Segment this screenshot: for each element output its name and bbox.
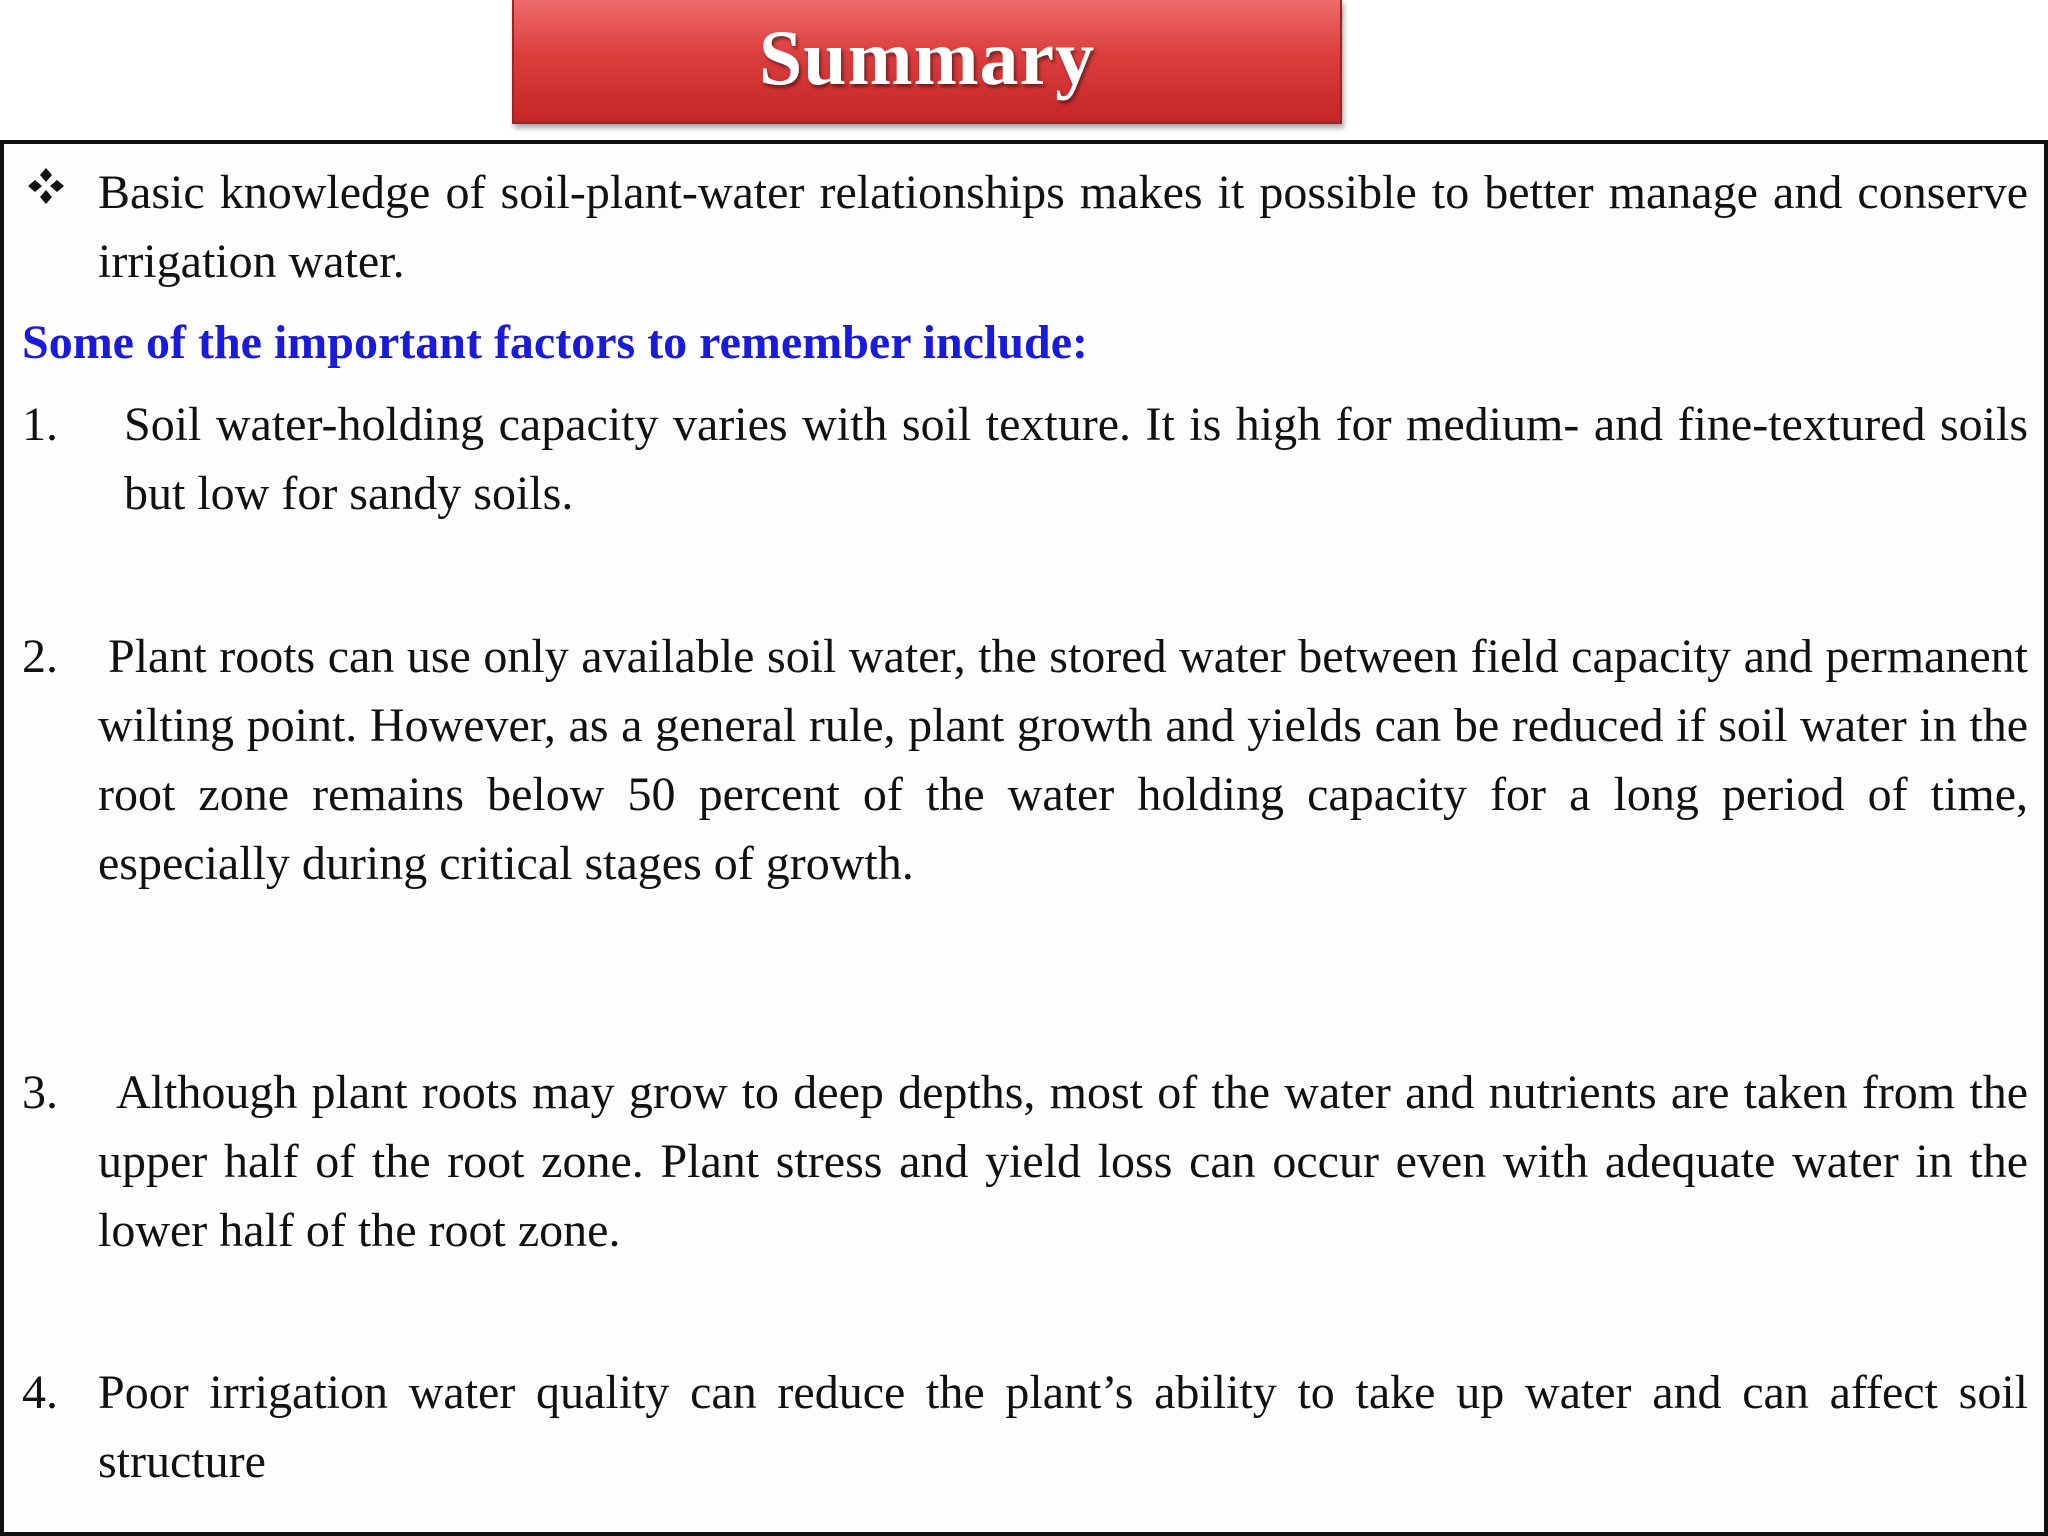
diamond-bullet-icon (26, 166, 66, 206)
section-heading: Some of the important factors to remember include: (22, 316, 1088, 369)
intro-text: Basic knowledge of soil-plant-water relationships makes it possible to better manage and conserve irrigation water. (98, 166, 2028, 288)
item-number: 1. (22, 398, 58, 451)
item-number: 2. (22, 630, 58, 683)
item-number: 4. (22, 1366, 58, 1419)
list-item: Poor irrigation water quality can reduce the plant’s ability to take up water and can affect soil structure (98, 1366, 2028, 1488)
list-item: Plant roots can use only available soil water, the stored water between field capacity and permanent wilting point. However, as a general rule, plant growth and yields can be reduced if soil water in the root zone remains below 50 percent of the water holding capacity for a long period of time, especially during critical stages of growth. (98, 630, 2028, 890)
list-item: Although plant roots may grow to deep depths, most of the water and nutrients are taken from the upper half of the root zone. Plant stress and yield loss can occur even with adequate water in the lower half of the root zone. (98, 1066, 2028, 1257)
list-item: Soil water-holding capacity varies with soil texture. It is high for medium- and fine-textured soils but low for sandy soils. (124, 398, 2028, 520)
page-title: Summary (758, 14, 1096, 101)
title-banner (512, 0, 1342, 124)
item-number: 3. (22, 1066, 58, 1119)
